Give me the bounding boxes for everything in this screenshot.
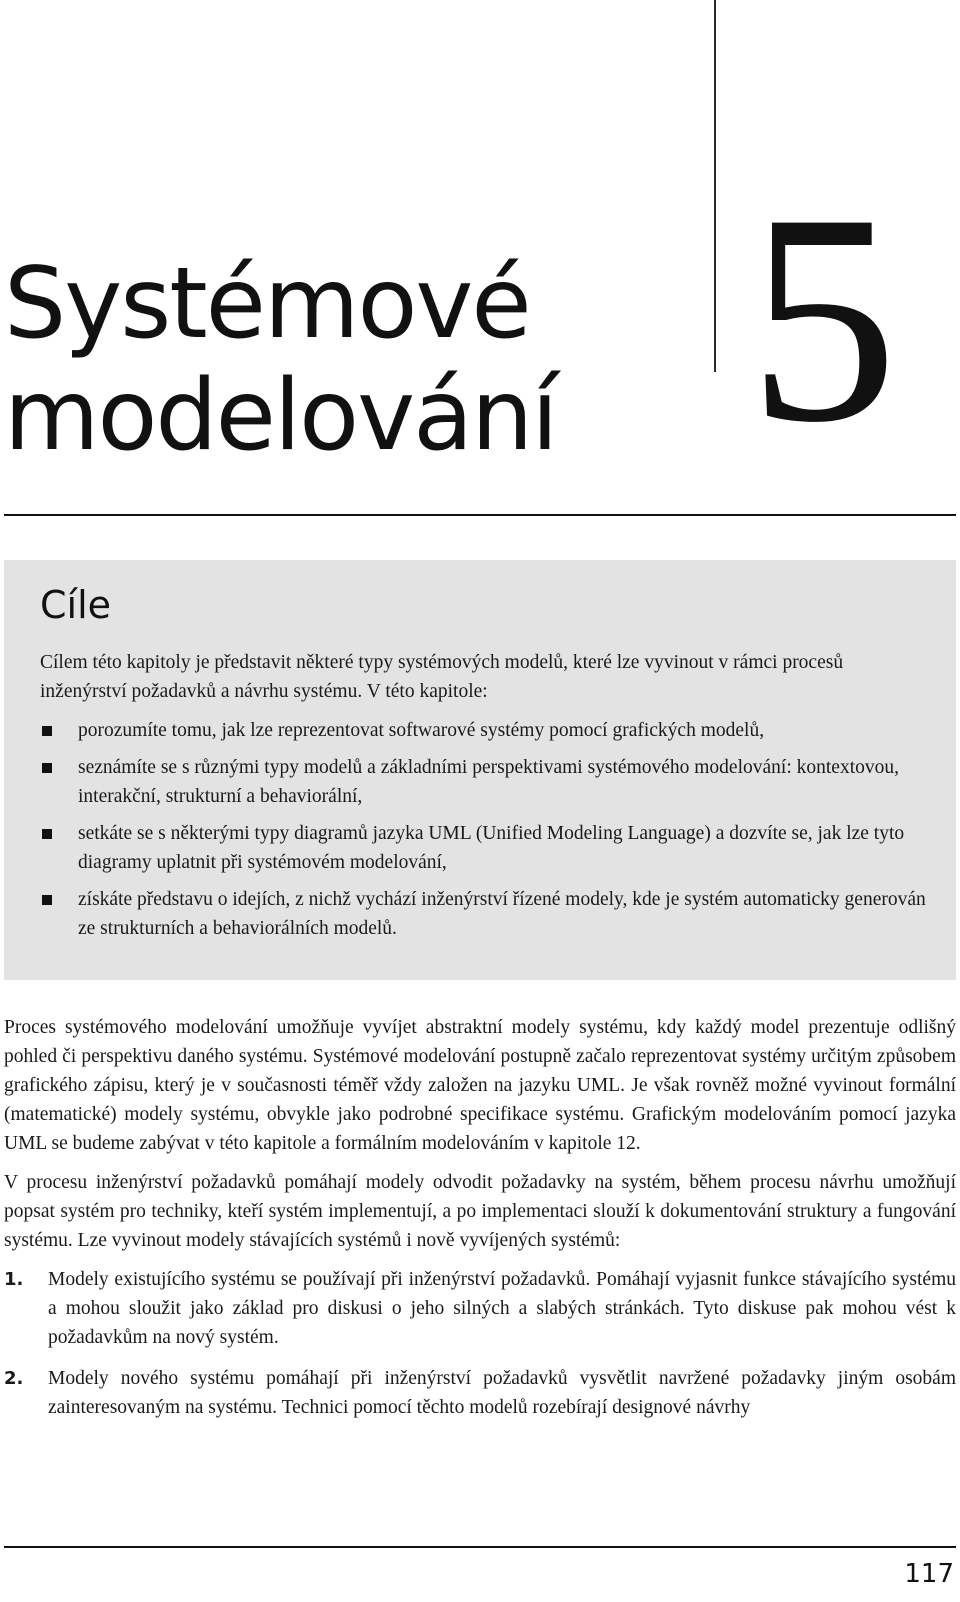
- chapter-number: 5: [748, 152, 898, 484]
- numbered-item-text: Modely nového systému pomáhají při inženýrství požadavků vysvětlit navržené požadavky jiným osobám zainteresovaným na systému. Technici pomocí těchto modelů rozebírají designové návrhy: [48, 1368, 956, 1418]
- numbered-item-text: Modely existujícího systému se používají při inženýrství požadavků. Pomáhají vyjasnit funkce stávajícího systému a mohou sloužit jako základ pro diskusi o jeho silných a slabých stránkách. Tyto diskuse pak mohou vést k požadavkům na nový systém.: [48, 1269, 956, 1348]
- numbered-list-item: [4, 1265, 956, 1352]
- numbered-list-item: [4, 1364, 956, 1422]
- goals-box: [4, 560, 956, 980]
- goals-list-item: [40, 819, 930, 877]
- body-paragraph: V procesu inženýrství požadavků pomáhají modely odvodit požadavky na systém, během procesu návrhu umožňují popsat systém pro techniky, kteří systém implementují, a po implementaci slouží k dokumentování struktury a fungování systému. Lze vyvinout modely stávajících systémů i nově vyvíjených systémů:: [4, 1172, 956, 1251]
- square-bullet-icon: [42, 726, 52, 736]
- chapter-divider-line: [714, 0, 716, 372]
- title-rule: [4, 514, 956, 516]
- body-paragraph: Proces systémového modelování umožňuje vyvíjet abstraktní modely systému, kdy každý model prezentuje odlišný pohled či perspektivu daného systému. Systémové modelování postupně začalo reprezentovat systémy určitým způsobem grafického zápisu, který je v současnosti téměř vždy založen na jazyku UML. Je však rovněž možné vyvinout formální (matematické) modely systému, obvykle jako podrobné specifikace systému. Grafickým modelováním pomocí jazyka UML se budeme zabývat v této kapitole a formálním modelováním v kapitole 12.: [4, 1017, 956, 1154]
- goals-item-text: seznámíte se s různými typy modelů a základními perspektivami systémového modelování: kontextovou, interakční, strukturní a behaviorální,: [78, 757, 899, 807]
- footer-rule: [4, 1546, 956, 1548]
- goals-item-text: porozumíte tomu, jak lze reprezentovat softwarové systémy pomocí grafických modelů,: [78, 720, 765, 741]
- goals-item-text: setkáte se s některými typy diagramů jazyka UML (Unified Modeling Language) a dozvíte se, jak lze tyto diagramy uplatnit při systémovém modelování,: [78, 823, 905, 873]
- goals-list-item: [40, 753, 930, 811]
- square-bullet-icon: [42, 763, 52, 773]
- list-number: 2.: [4, 1368, 24, 1389]
- list-number: 1.: [4, 1269, 24, 1290]
- goals-list-item: [40, 716, 930, 745]
- goals-heading: Cíle: [40, 583, 112, 627]
- page-number: 117: [904, 1559, 954, 1589]
- square-bullet-icon: [42, 895, 52, 905]
- goals-list: [40, 716, 930, 951]
- numbered-list: [4, 1265, 956, 1422]
- body-text: [4, 1013, 956, 1434]
- chapter-title: [4, 248, 557, 472]
- goals-list-item: [40, 885, 930, 943]
- goals-item-text: získáte představu o idejích, z nichž vychází inženýrství řízené modely, kde je systém automaticky generován ze strukturních a behaviorálních modelů.: [78, 889, 926, 939]
- square-bullet-icon: [42, 829, 52, 839]
- chapter-title-line2: modelování: [4, 359, 557, 473]
- goals-intro: Cílem této kapitoly je představit některé typy systémových modelů, které lze vyvinout v rámci procesů inženýrství požadavků a návrhu systému. V této kapitole:: [40, 652, 844, 702]
- chapter-title-line1: Systémové: [4, 247, 530, 361]
